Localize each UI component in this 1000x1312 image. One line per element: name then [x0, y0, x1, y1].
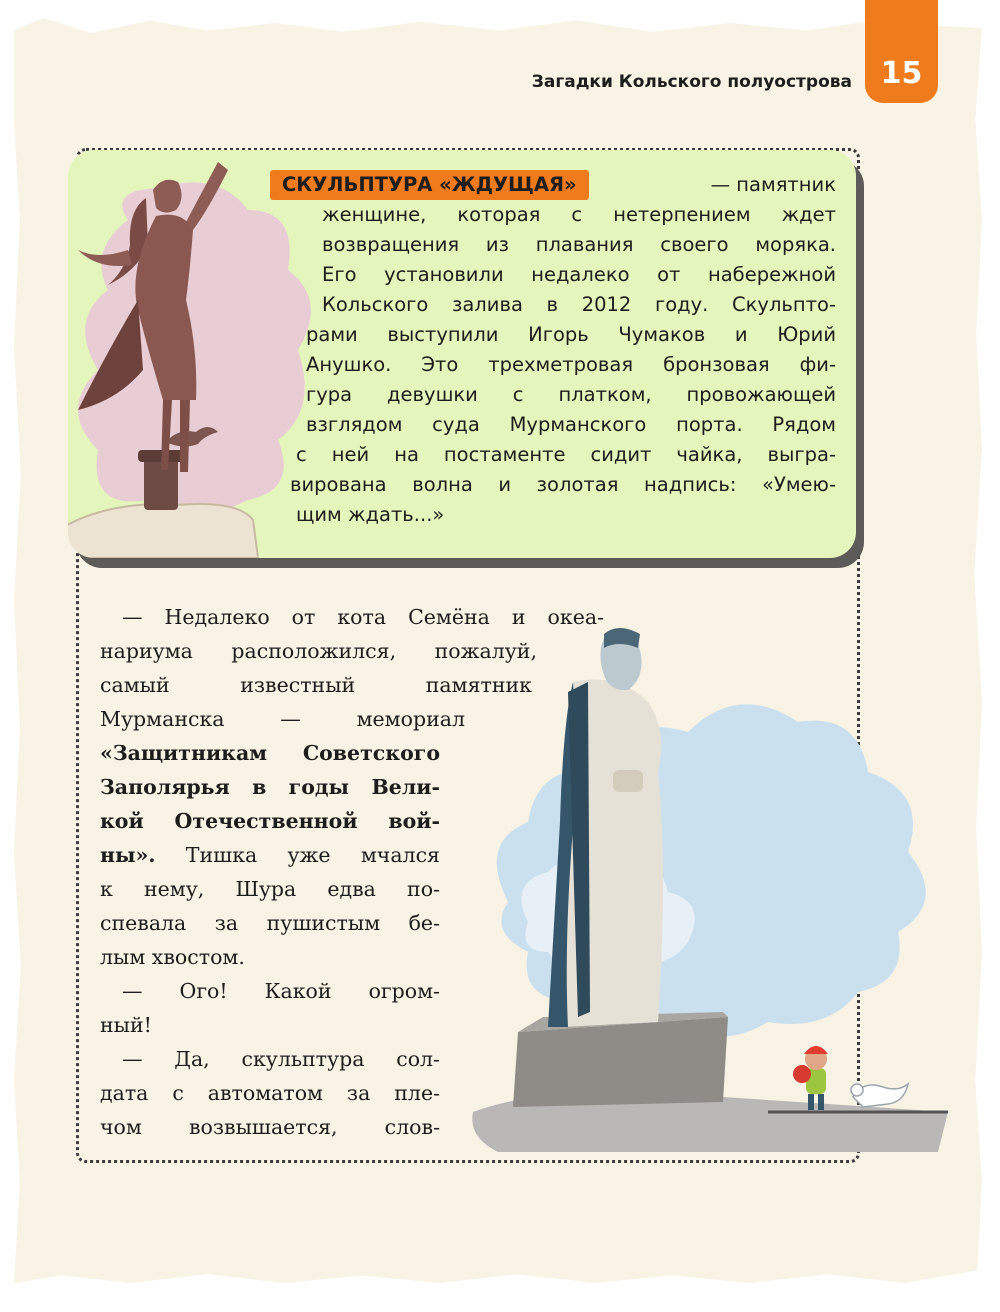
- card-line: возвращения из плавания своего моряка.: [322, 233, 836, 256]
- memorial-name: Заполярья в годы Вели-: [100, 775, 440, 799]
- card-line: взглядом суда Мурманского порта. Рядом: [306, 413, 836, 436]
- story-line: [100, 770, 440, 804]
- section-title: Загадки Кольского полуострова: [531, 72, 852, 92]
- story-line: — Недалеко от кота Семёна и океа-: [122, 605, 604, 629]
- memorial-name: кой Отечественной вой-: [100, 809, 440, 833]
- story-line: самый известный памятник: [100, 673, 532, 697]
- story-line: — Да, скульптура сол-: [122, 1047, 440, 1071]
- memorial-name: «Защитникам Советского: [100, 741, 440, 765]
- info-card: [68, 150, 856, 558]
- card-text: [270, 170, 836, 530]
- story-line: чом возвышается, слов-: [100, 1115, 440, 1139]
- card-line: вирована волна и золотая надпись: «Умею-: [290, 473, 836, 496]
- story-line: спевала за пушистым бе-: [100, 911, 440, 935]
- story-line: нариума расположился, пожалуй,: [100, 639, 537, 663]
- story-line: Мурманска — мемориал: [100, 707, 465, 731]
- card-line: рами выступили Игорь Чумаков и Юрий: [306, 323, 836, 346]
- page-number-tab: [865, 0, 938, 103]
- page-number: 15: [880, 56, 923, 91]
- story-text: [100, 600, 604, 1144]
- card-line: щим ждать...»: [296, 503, 445, 526]
- story-line: к нему, Шура едва по-: [100, 877, 440, 901]
- story-line: лым хвостом.: [100, 945, 245, 969]
- card-line-text: — памятник: [710, 173, 836, 196]
- story-line: ный!: [100, 1013, 152, 1037]
- card-line: [270, 170, 836, 200]
- card-line: с ней на постаменте сидит чайка, выгра-: [296, 443, 836, 466]
- story-line: — Ого! Какой огром-: [122, 979, 440, 1003]
- story-line: дата с автоматом за пле-: [100, 1081, 440, 1105]
- card-line: гура девушки с платком, провожающей: [306, 383, 836, 406]
- card-line: Кольского залива в 2012 году. Скульпто-: [322, 293, 836, 316]
- memorial-name: ны».: [100, 843, 156, 867]
- story-line-text: Тишка уже мчался: [155, 843, 440, 867]
- story-line: [100, 838, 440, 872]
- sculpture-title-highlight: СКУЛЬПТУРА «ЖДУЩАЯ»: [270, 170, 589, 200]
- card-line: Анушко. Это трехметровая бронзовая фи-: [306, 353, 836, 376]
- story-line: [100, 804, 440, 838]
- story-line: [100, 736, 440, 770]
- card-line: женщине, которая с нетерпением ждет: [322, 203, 836, 226]
- card-line: Его установили недалеко от набережной: [322, 263, 836, 286]
